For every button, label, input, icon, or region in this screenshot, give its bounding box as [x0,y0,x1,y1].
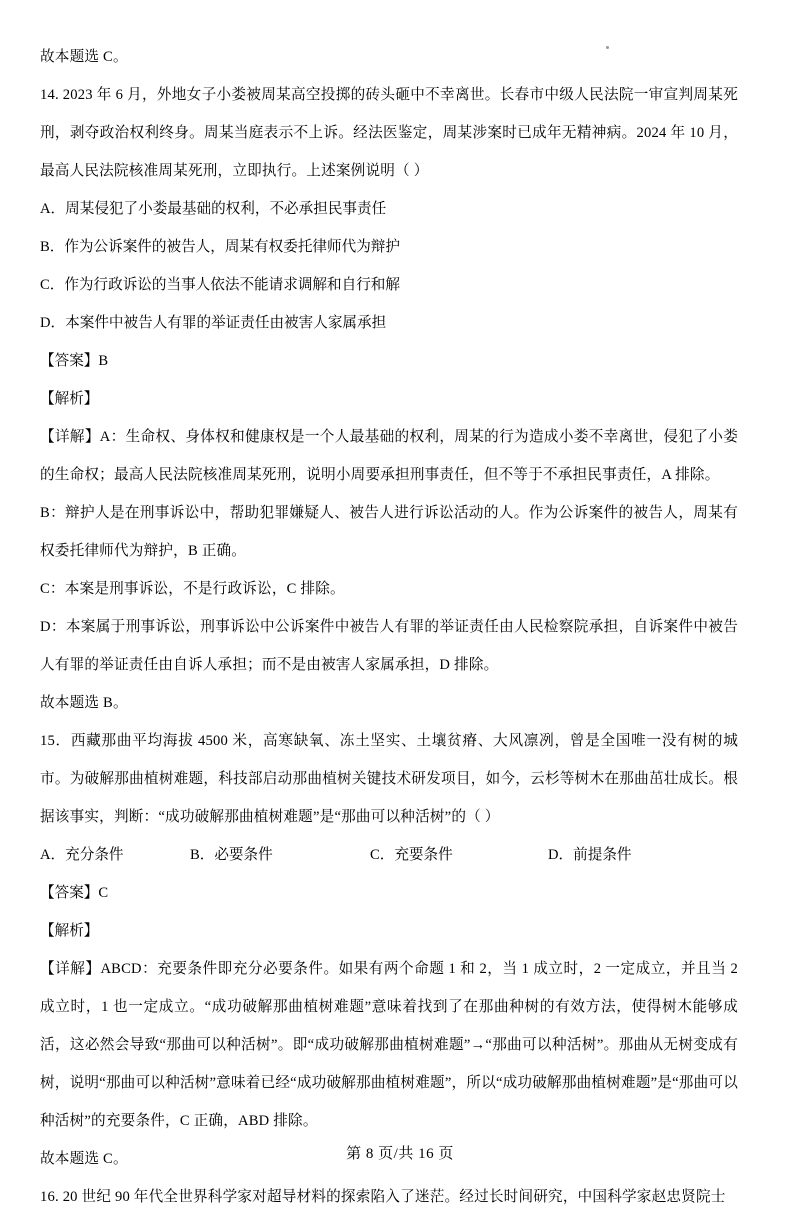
document-body [40,38,738,1216]
analysis-15-detail: 【详解】ABCD：充要条件即充分必要条件。如果有两个命题 1 和 2，当 1 成立时，2 一定成立，并且当 2 成立时，1 也一定成立。“成功破解那曲植树难题”意味着找到了在那曲种树的有效方法，使得树木能够成活，这必然会导致“那曲可以种活树”。即“成功破解那曲植树难题”→“那曲可以种活树”。那曲从无树变成有树，说明“那曲可以种活树”意味着已经“成功破解那曲植树难题”，所以“成功破解那曲植树难题”是“那曲可以种活树”的充要条件，C 正确，ABD 排除。 [40,961,738,1129]
analysis-label-14: 【解析】 [40,391,99,407]
answer-conclusion-14: 故本题选 B。 [40,695,128,711]
analysis-14-d: D：本案属于刑事诉讼，刑事诉讼中公诉案件中被告人有罪的举证责任由人民检察院承担，自诉案件中被告人有罪的举证责任由自诉人承担；而不是由被害人家属承担，D 排除。 [40,619,738,673]
analysis-14-c: C：本案是刑事诉讼，不是行政诉讼，C 排除。 [40,581,345,597]
option-row-15 [40,836,738,874]
option-15-a: A．充分条件 [40,847,124,863]
answer-15: 【答案】C [40,885,109,901]
page-footer: 第 8 页/共 16 页 [346,1146,454,1162]
option-14-c: C．作为行政诉讼的当事人依法不能请求调解和自行和解 [40,277,400,293]
option-15-b: B．必要条件 [190,847,273,863]
answer-conclusion: 故本题选 C。 [40,49,128,65]
answer-conclusion-15: 故本题选 C。 [40,1151,128,1167]
question-stem-14: 14. 2023 年 6 月，外地女子小娄被周某高空投掷的砖头砸中不幸离世。长春市中级人民法院一审宣判周某死刑，剥夺政治权利终身。周某当庭表示不上诉。经法医鉴定，周某涉案时已成年无精神病。2024 年 10 月，最高人民法院核准周某死刑，立即执行。上述案例说明（ ） [40,87,738,179]
analysis-14-a: 【详解】A：生命权、身体权和健康权是一个人最基础的权利，周某的行为造成小娄不幸离世，侵犯了小娄的生命权；最高人民法院核准周某死刑，说明小周要承担刑事责任，但不等于不承担民事责任，A 排除。 [40,429,738,483]
answer-14: 【答案】B [40,353,109,369]
option-15-d: D．前提条件 [548,847,632,863]
option-14-d: D．本案件中被告人有罪的举证责任由被害人家属承担 [40,315,387,331]
option-14-a: A．周某侵犯了小娄最基础的权利，不必承担民事责任 [40,201,387,217]
question-stem-15: 15．西藏那曲平均海拔 4500 米，高寒缺氧、冻土坚实、土壤贫瘠、大风凛冽，曾是全国唯一没有树的城市。为破解那曲植树难题，科技部启动那曲植树关键技术研发项目，如今，云杉等树木在那曲茁壮成长。根据该事实，判断：“成功破解那曲植树难题”是“那曲可以种活树”的（ ） [40,733,738,825]
option-15-c: C．充要条件 [370,847,453,863]
analysis-label-15: 【解析】 [40,923,99,939]
page-dot-mark [606,46,609,49]
question-stem-16: 16. 20 世纪 90 年代全世界科学家对超导材料的探索陷入了迷茫。经过长时间研究，中国科学家赵忠贤院士 [40,1189,726,1205]
analysis-14-b: B：辩护人是在刑事诉讼中，帮助犯罪嫌疑人、被告人进行诉讼活动的人。作为公诉案件的被告人，周某有权委托律师代为辩护，B 正确。 [40,505,738,559]
option-14-b: B．作为公诉案件的被告人，周某有权委托律师代为辩护 [40,239,400,255]
